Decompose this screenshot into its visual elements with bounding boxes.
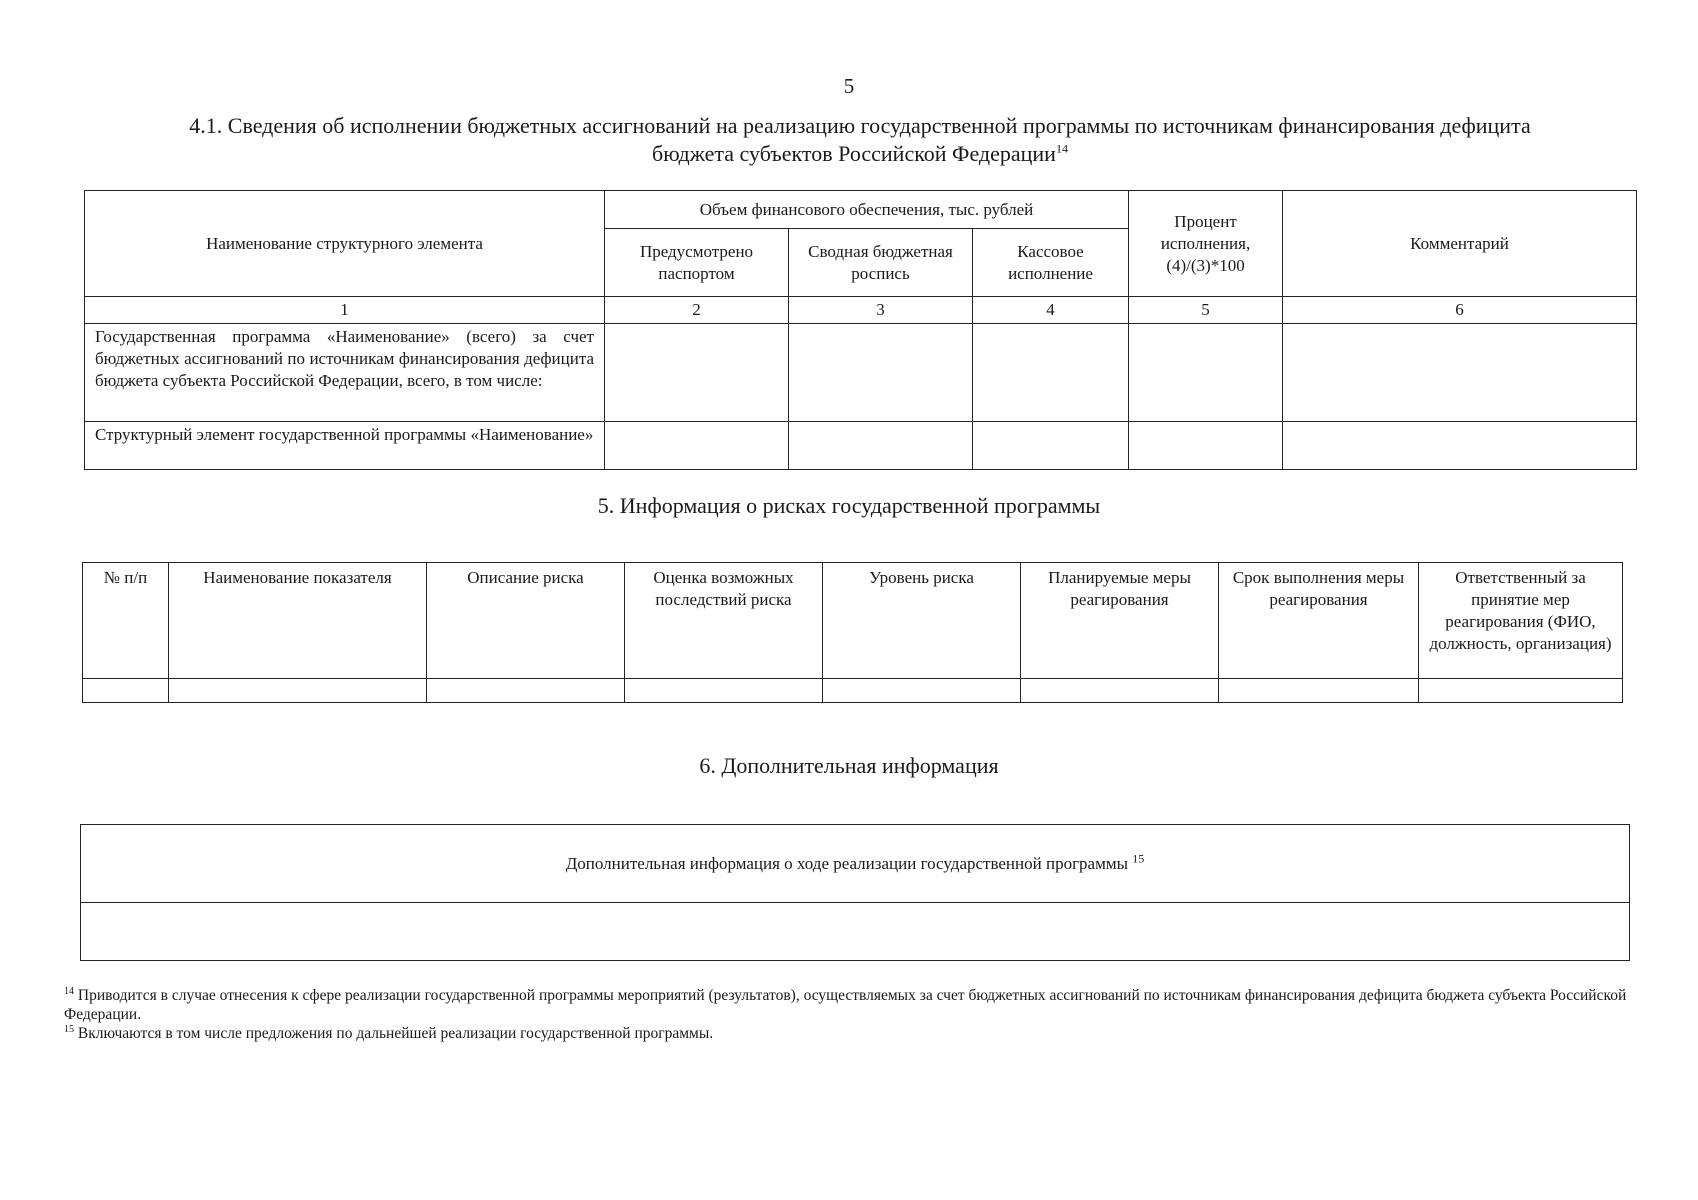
header-passport: Предусмотрено паспортом xyxy=(605,229,789,297)
footnote-15: $^{15}$ Включаются в том числе предложения по дальнейшей реализации государственной программы. xyxy=(64,1023,714,1042)
header-structural-element: Наименование структурного элемента xyxy=(85,191,605,297)
footnote-14: $^{14}$ Приводится в случае отнесения к сфере реализации государственной программы мероприятий (результатов), осуществляемых за счет бюджетных ассигнований по источникам финансирования дефицита бюджета субъекта Российской Федерации. xyxy=(64,985,1627,1023)
header-row-number: № п/п xyxy=(83,563,169,679)
risks-table xyxy=(82,562,1623,703)
header-comment: Комментарий xyxy=(1283,191,1637,297)
column-number: 3 xyxy=(789,297,973,324)
table-cell xyxy=(973,422,1129,470)
section-41-title-line2: бюджета субъектов Российской Федерации$^{14}$ xyxy=(652,141,1068,166)
table-cell xyxy=(823,679,1021,703)
table-cell xyxy=(1219,679,1419,703)
table-cell xyxy=(605,422,789,470)
column-number: 4 xyxy=(973,297,1129,324)
footnote-ref-15: 15 xyxy=(1132,850,1145,865)
column-number: 2 xyxy=(605,297,789,324)
header-financing-volume: Объем финансового обеспечения, тыс. рублей xyxy=(605,191,1129,229)
table-cell xyxy=(427,679,625,703)
header-responsible-person: Ответственный за принятие мер реагирования (ФИО, должность, организация) xyxy=(1419,563,1623,679)
header-risk-consequences: Оценка возможных последствий риска xyxy=(625,563,823,679)
column-number: 6 xyxy=(1283,297,1637,324)
section-6-title: 6. Дополнительная информация xyxy=(699,753,999,778)
section-5-title: 5. Информация о рисках государственной программы xyxy=(597,493,1101,518)
row-program-name: Государственная программа «Наименование» (всего) за счет бюджетных ассигнований по источникам финансирования дефицита бюджета субъекта Российской Федерации, всего, в том числе: xyxy=(85,324,605,422)
table-cell xyxy=(1283,422,1637,470)
header-risk-level: Уровень риска xyxy=(823,563,1021,679)
section-41-title xyxy=(90,112,1630,168)
header-execution-percent: Процент исполнения, (4)/(3)*100 xyxy=(1129,191,1283,297)
table-cell xyxy=(789,422,973,470)
table-cell xyxy=(625,679,823,703)
table-cell xyxy=(605,324,789,422)
header-risk-description: Описание риска xyxy=(427,563,625,679)
footnotes xyxy=(64,986,1658,1043)
column-number: 1 xyxy=(85,297,605,324)
table-cell xyxy=(1129,422,1283,470)
header-measure-deadline: Срок выполнения меры реагирования xyxy=(1219,563,1419,679)
table-cell xyxy=(789,324,973,422)
page-number: 5 xyxy=(843,74,855,98)
header-cash-execution: Кассовое исполнение xyxy=(973,229,1129,297)
header-indicator-name: Наименование показателя xyxy=(169,563,427,679)
table-cell xyxy=(169,679,427,703)
footnote-ref-14: 14 xyxy=(1055,141,1068,156)
budget-execution-table xyxy=(84,190,1637,470)
table-cell xyxy=(1419,679,1623,703)
row-structural-element-name: Структурный элемент государственной программы «Наименование» xyxy=(85,422,605,470)
table-cell xyxy=(1021,679,1219,703)
table-cell xyxy=(1283,324,1637,422)
additional-info-content xyxy=(81,903,1630,961)
header-budget-schedule: Сводная бюджетная роспись xyxy=(789,229,973,297)
additional-info-table xyxy=(80,824,1630,961)
header-planned-measures: Планируемые меры реагирования xyxy=(1021,563,1219,679)
table-cell xyxy=(1129,324,1283,422)
section-41-title-line1: 4.1. Сведения об исполнении бюджетных ассигнований на реализацию государственной программы по источникам финансирования дефицита xyxy=(189,113,1531,138)
table-cell xyxy=(83,679,169,703)
table-cell xyxy=(973,324,1129,422)
additional-info-label: Дополнительная информация о ходе реализации государственной программы $^{15}$ xyxy=(81,825,1630,903)
column-number: 5 xyxy=(1129,297,1283,324)
